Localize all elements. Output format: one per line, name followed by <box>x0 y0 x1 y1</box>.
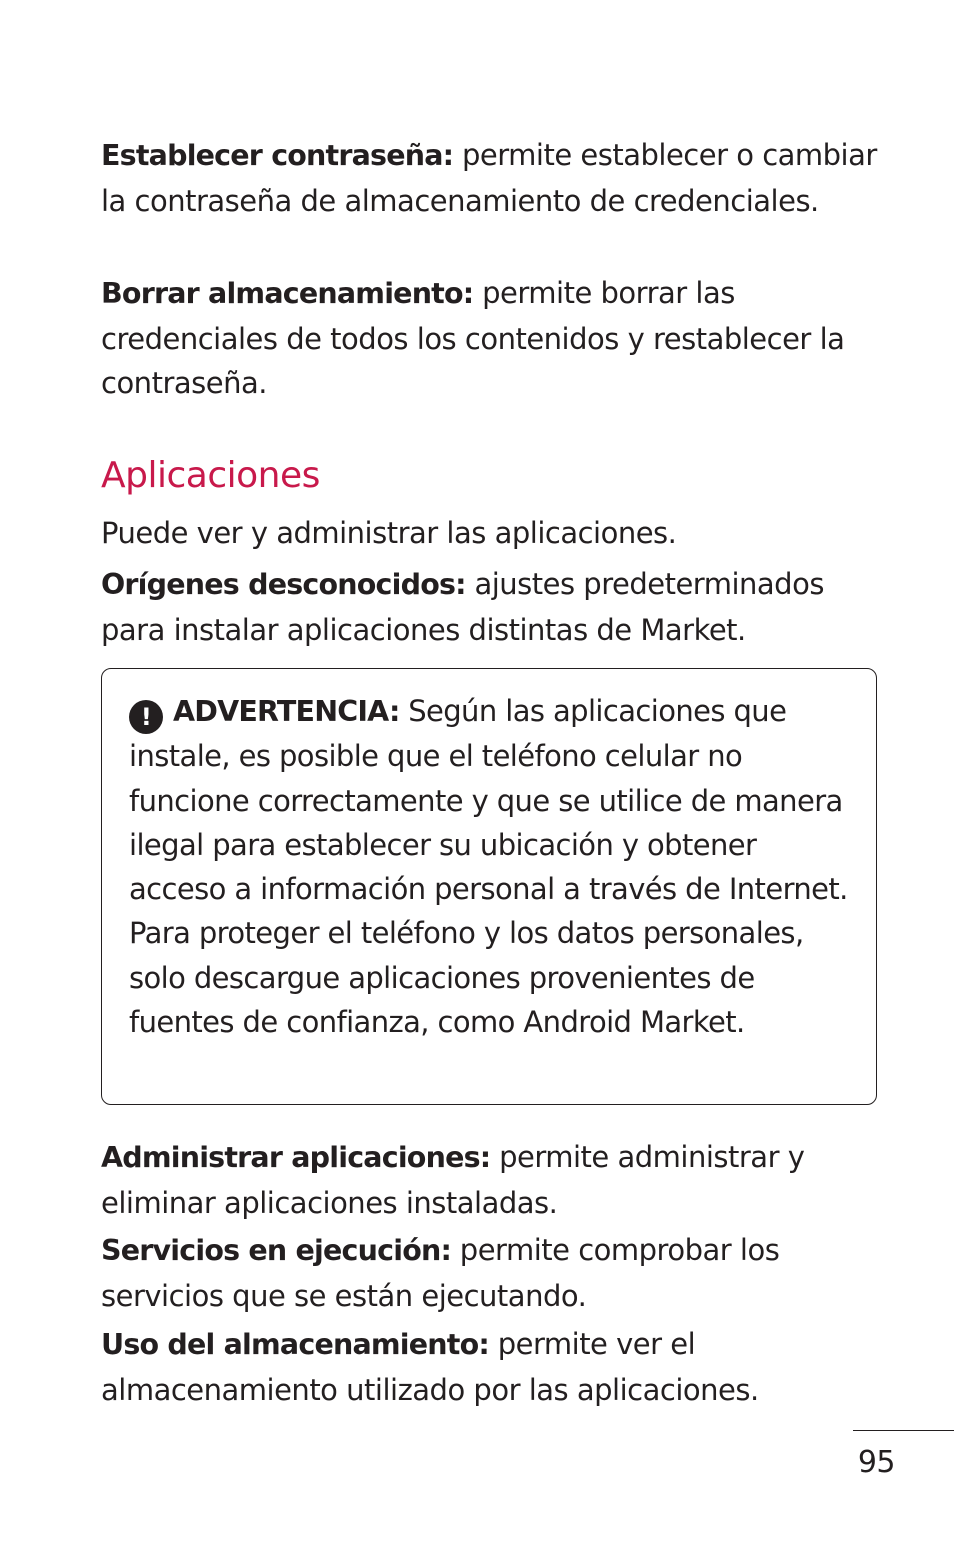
entry-description: permite comprobar los servicios que se están ejecutando. <box>101 1233 780 1313</box>
entry-borrar-almacenamiento <box>101 271 891 406</box>
entry-servicios-en-ejecucion <box>101 1228 891 1318</box>
entry-description: permite borrar las credenciales de todos los contenidos y restablecer la contraseña. <box>101 276 845 400</box>
warning-paragraph <box>129 689 859 1044</box>
entry-term: Administrar aplicaciones: <box>101 1141 491 1174</box>
entry-term: Borrar almacenamiento: <box>101 277 474 310</box>
entry-term: Establecer contraseña: <box>101 139 454 172</box>
entry-description: ajustes predeterminados para instalar aplicaciones distintas de Market. <box>101 567 824 647</box>
entry-uso-del-almacenamiento <box>101 1322 891 1412</box>
entry-origenes-desconocidos <box>101 562 891 652</box>
entry-description: permite ver el almacenamiento utilizado por las aplicaciones. <box>101 1327 759 1407</box>
warning-text-2: Para proteger el teléfono y los datos personales, solo descargue aplicaciones provenientes de fuentes de confianza, como Android Market. <box>129 916 804 1040</box>
entry-description: permite establecer o cambiar la contraseña de almacenamiento de credenciales. <box>101 138 877 218</box>
entry-term: Servicios en ejecución: <box>101 1234 452 1267</box>
warning-box <box>101 668 877 1105</box>
entry-establecer-contrasena <box>101 133 891 223</box>
entry-administrar-aplicaciones <box>101 1135 891 1225</box>
footer-rule <box>853 1430 954 1431</box>
warning-text: Según las aplicaciones que instale, es posible que el teléfono celular no funcione correctamente y que se utilice de manera ilegal para establecer su ubicación y obtener acceso a información personal a través de Internet. <box>129 694 848 907</box>
exclamation-icon: ! <box>129 700 163 734</box>
warning-label: ADVERTENCIA: <box>173 695 400 728</box>
section-title: Aplicaciones <box>101 455 320 496</box>
entry-term: Orígenes desconocidos: <box>101 568 466 601</box>
page-number: 95 <box>857 1445 895 1480</box>
section-intro: Puede ver y administrar las aplicaciones. <box>101 516 677 550</box>
entry-description: permite administrar y eliminar aplicaciones instaladas. <box>101 1140 805 1220</box>
entry-term: Uso del almacenamiento: <box>101 1328 489 1361</box>
